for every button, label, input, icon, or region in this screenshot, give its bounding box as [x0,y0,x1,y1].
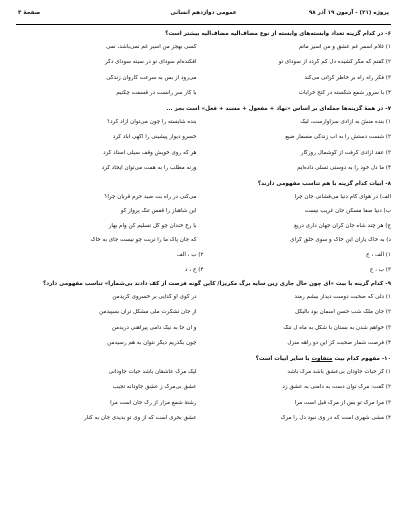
header-page-number: صفحهٔ ۳ [18,10,41,16]
poem-line: ج) هر چند شاه جان گران جهان داری دریغ [294,222,391,229]
poem-line: می‌کنی در راه بت صید حرم قربان چرا؟ [104,193,197,200]
question-10-stem-end: با سایر ابیات است؟ [255,356,312,363]
question-10-stem-start: ۱۰- مفهوم کدام بیت [332,356,391,363]
option-text: ۳) فکر راه راه بر خاطر گرانی می‌کند [304,74,391,81]
option-text: بنده شایسته را چون می‌توان آزاد کرد؟ [107,118,197,125]
option-text: ۴) ج ، د [185,266,204,273]
header-project-title: پروژه (۲۱) - آزمون ۱۹ آذر ۹۸ [308,10,389,16]
option-text: و ان جا به نیک دامی پیراهنی دریدمن [111,324,197,331]
question-10-stem [16,356,391,363]
option-text: ۱) دلی که صحبت دوست دیدار بیشم رمند [294,293,391,300]
option-text: لیک مرگ عاشقان باشد حیات جاودانی [108,368,197,375]
option-text: ۱) بنده منشَ به آزادی سزاوارست، لیک [300,118,391,125]
question-8-stem: ۸- ابیات کدام گزینه با هم تناسب مفهومی دارند؟ [257,180,391,187]
option-text: ۲) ب ، الف [176,251,204,258]
option-text: ۱) گر حیات جاودان بی‌عشق باشد مرگ باشد [287,368,391,375]
option-text: ۲) گفتم که مگر کشیده دل کم گردد از سودای تو [278,59,391,66]
option-text: ۴) فرصت شمار صحبت کز این دو راهه منزل [287,340,391,347]
option-text: خسرو دیوار پیشینی را آگهی آباد کرد [112,134,197,141]
question-10-options [16,369,391,422]
exam-page [0,6,407,529]
header-subject: عمومی دوازدهم انسانی [170,10,237,16]
option-text: ۴) ما دل خود را به دوستی تسلی داده‌ایم [297,165,391,172]
poem-line: که جان پاک ما را تربت چو نیست جای به خاک [90,237,197,244]
poem-line: الف) در هوای کام دنیا می‌فشانی جان چرا [294,193,391,200]
question-9-stem: ۹- کدام گزینه با بیت «ای چون حال جاری زین سایه برگ مکریزا/ کاین گونه فرصت از کف دادند بی‌شمارا» تناسب مفهومی دارد؟ [43,281,391,288]
question-6-options [16,44,391,97]
option-text: کسی بهجز من اسیر غم نمی‌باشد، نمی [106,43,197,50]
option-text: چون بگذریم دیگر نتوان به هم رسیدمن [107,340,197,347]
option-text: ۳) ب ، ج [369,266,391,273]
option-text: ۳) خواهم شدن به بستان با شکل به ماه ل تنگ [283,324,391,331]
option-text: ۱) غلام آسمر غم عشق و من اسیر مأتم [298,43,391,50]
poem-line: ب) دنیا صفا مسکن جان غریب نیست [304,208,391,215]
option-text: ورنه مطلب را به همت می‌توان ایجاد کرد [101,165,197,172]
question-9-options [16,294,391,347]
question-7-options [16,119,391,172]
option-text: ۲) گفت: مرگ توان دست به دامنی به عشق زد [282,384,391,391]
option-text: ۱) الف ، ج [366,251,391,258]
page-header [16,6,391,25]
option-text: از جان تشکرت ملی مشکل تران بسپیدمن [99,309,197,316]
option-row [16,252,391,259]
option-text: می‌رود از بس به سرعت کاروان زندگی [106,74,197,81]
option-text: هر که روی خویش وقف سیلی استاد کرد [103,149,197,156]
option-text: رشتهٔ شمع مزار از رگ جان است مرا [110,399,197,406]
option-text: ۴) مشی شهری است که در وی نبود دل را مرگ [280,415,391,422]
option-text: عشق بحری است که از وی تو بدیدی جان به کنار [83,415,197,422]
option-text: ۲) جان ملک شب حسن آسمان بود بالیگل [295,309,391,316]
poem-line: د) به خاک یاران این خاک و سوی خلق گرای [290,237,391,244]
poem-line: این شاهباز را قفس تنگ پرواز کو [120,208,197,215]
option-text: ۳) مرا مرگ تو بس از مرگ قبل است مرا [294,399,391,406]
question-6-stem: ۶- در کدام گزینه تعداد وابسته‌های وابسته از نوع مضاف‌الیه مضاف‌الیه بیشتر است؟ [165,31,391,37]
option-text: با کار سر رانست در قسمت چکنیم [116,90,197,97]
questions-content [16,31,391,422]
option-text: ۳) عقد آزادی گرفت از گوشمال روزگار [300,149,391,156]
poem-line: با رخ خندان چو گل تسلیم کن وام بهار [108,222,197,229]
question-8-poems [16,194,391,244]
option-text: افکنده‌ام سودای تو در سینه سودای دگر [105,59,197,66]
option-text: ۴) با سرور شمع شکسته در کنج خرابات [298,90,391,97]
option-text: در کوی او گدایی بر خسروی گزیدمن [112,293,197,300]
question-7-stem: ۷- در همهٔ گزینه‌ها جمله‌ای بر اساس «نهاد + مفعول + مسند + فعل» است بجز ... [166,105,391,112]
option-text: عشق بی‌مرگ ز عشق جاودانه تجیب [112,384,197,391]
question-8-options [16,252,391,273]
question-10-keyword: متفاوت [311,356,333,363]
option-text: ۲) شست دستش را به آب زندگی مسمار ضیع [285,134,391,141]
option-row [16,267,391,274]
